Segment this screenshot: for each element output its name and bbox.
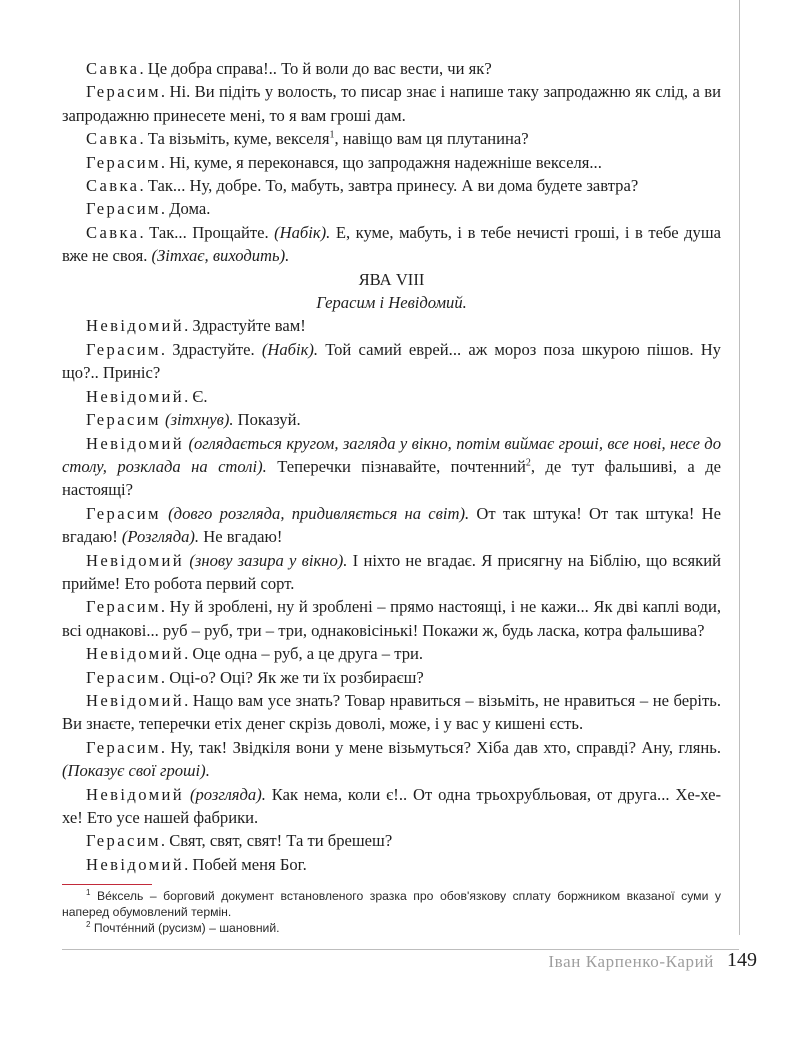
main-text [62, 57, 721, 876]
stage-direction: (Зітхає, виходить). [151, 246, 290, 266]
speaker: Герасим [86, 737, 161, 757]
speaker: Невідомий [86, 550, 185, 570]
footnote-2: $^2$ Почте́нний (русизм) – шановний. [86, 919, 280, 935]
footnote-ref[interactable]: 1 [329, 129, 335, 141]
stage-direction: (оглядається кругом, загляда у вікно, потім виймає гроші, все нові, несе до столу, розклада на столі). [62, 433, 721, 476]
speaker: Герасим [86, 831, 161, 851]
dialogue-line: Герасим. Здрастуйте. (Набік). Той самий еврей... аж мороз поза шкурою пішов. Ну що?.. Приніс? [62, 339, 721, 383]
speaker: Савка [86, 59, 140, 78]
footnote-divider [62, 884, 152, 885]
dialogue-line: Савка. Так... Ну, добре. То, мабуть, завтра принесу. А ви дома будете завтра? [86, 176, 639, 196]
stage-direction: (Розгляда). [121, 527, 200, 547]
speaker: Невідомий [86, 784, 185, 804]
dialogue-line: Герасим (зітхнув). Показуй. [86, 410, 301, 430]
dialogue-line: Невідомий. Нащо вам усе знать? Товар нравиться – візьміть, не нравиться – не беріть. Ви знаєте, теперечки етіх денег скрізь доволі, може, і у вас у кишені єсть. [62, 690, 721, 734]
footnote-ref[interactable]: 2 [525, 457, 531, 469]
speaker: Невідомий [86, 433, 185, 453]
speaker: Невідомий [86, 644, 185, 664]
stage-direction: (довго розгляда, придивляється на світ). [160, 503, 470, 523]
margin-rule [739, 0, 740, 935]
stage-direction: (Показує свої гроші). [62, 761, 210, 781]
dialogue-line: Савка. Так... Прощайте. (Набік). Е, куме, мабуть, і в тебе нечисті гроші, і в тебе душа вже не своя. (Зітхає, виходить). [62, 222, 721, 266]
dialogue-line: Герасим. Дома. [86, 199, 211, 219]
dialogue-line: Невідомий (розгляда). Как нема, коли є!.. От одна трьохрубльовая, от друга... Хе-хе-хе! Ето усе нашей фабрики. [62, 784, 721, 827]
dialogue-line: Невідомий. Є. [86, 386, 208, 406]
footnote-1: $^1$ Ве́ксель – борговий документ встановленого зразка про обов'язкову сплату боржником вказаної суми у наперед обумовлений термін. [62, 887, 721, 919]
dialogue-line: Савка. Та візьміть, куме, векселя$^1$, навіщо вам ця плутанина? [86, 129, 529, 149]
stage-direction: (Набік). [261, 339, 319, 359]
speaker: Невідомий [86, 854, 185, 874]
page-number: 149 [727, 949, 757, 971]
dialogue-line: Савка. Це добра справа!.. То й воли до вас вести, чи як? [86, 59, 492, 78]
speaker: Невідомий [86, 316, 185, 336]
speaker: Герасим [86, 199, 161, 219]
speaker: Савка [86, 176, 140, 196]
speaker: Савка [86, 222, 140, 242]
speaker: Герасим [86, 667, 161, 687]
dialogue-line: Герасим. Ну й зроблені, ну й зроблені – прямо настоящі, і не кажи... Як дві каплі води, всі однакові... руб – руб, три – три, однаковісінькі! Покажи ж, будь ласка, котра фальшива? [62, 597, 721, 640]
footnote-number: 1 [86, 887, 91, 897]
stage-direction: (розгляда). [184, 784, 266, 804]
dialogue-line: Невідомий (знову зазира у вікно). І ніхто не вгадає. Я присягну на Біблію, що всякий прийме! Ето робота первий сорт. [62, 550, 721, 593]
speaker: Невідомий [86, 690, 185, 710]
speaker: Невідомий [86, 386, 185, 406]
speaker: Герасим [86, 82, 161, 102]
stage-direction: (зітхнув). [160, 410, 234, 430]
speaker: Герасим [86, 152, 161, 172]
footer-divider [62, 949, 739, 950]
dialogue-line: Невідомий. Оце одна – руб, а це друга – три. [86, 644, 424, 664]
scene-title: ЯВА VIII [358, 269, 425, 289]
footer-author: Іван Карпенко-Карий [548, 952, 714, 971]
dialogue-line: Невідомий. Здрастуйте вам! [86, 316, 306, 336]
dialogue-line: Герасим. Ні, куме, я переконався, що запродажня надежніше векселя... [86, 152, 602, 172]
dialogue-line: Герасим. Свят, свят, свят! Та ти брешеш? [86, 831, 393, 851]
dialogue-line: Невідомий (оглядається кругом, загляда у вікно, потім виймає гроші, все нові, несе до столу, розклада на столі). Теперечки пізнавайте, почтенний$^2$, де тут фальшиві, а де настоящі? [62, 433, 722, 500]
footnote-number: 2 [86, 919, 91, 929]
speaker: Герасим [86, 410, 161, 430]
speaker: Герасим [86, 503, 161, 523]
dialogue-line: Невідомий. Побей меня Бог. [86, 854, 307, 874]
speaker: Герасим [86, 597, 161, 617]
footnotes [62, 888, 721, 936]
stage-direction: (знову зазира у вікно). [184, 550, 348, 570]
speaker: Савка [86, 129, 140, 149]
dialogue-line: Герасим. Ну, так! Звідкіля вони у мене візьмуться? Хіба дав хто, справді? Ану, глянь. (Показує свої гроші). [62, 737, 721, 781]
dialogue-line: Герасим. Ні. Ви підіть у волость, то писар знає і напише таку запродажню як слід, а ви запродажню принесете мені, то я вам гроші дам. [62, 82, 721, 125]
dialogue-line: Герасим. Оці-о? Оці? Як же ти їх розбираєш? [86, 667, 424, 687]
dialogue-line: Герасим (довго розгляда, придивляється на світ). От так штука! От так штука! Не вгадаю! (Розгляда). Не вгадаю! [62, 503, 721, 547]
stage-direction: (Набік). [274, 222, 331, 242]
speaker: Герасим [86, 339, 161, 359]
scene-subtitle: Герасим і Невідомий. [316, 293, 467, 313]
